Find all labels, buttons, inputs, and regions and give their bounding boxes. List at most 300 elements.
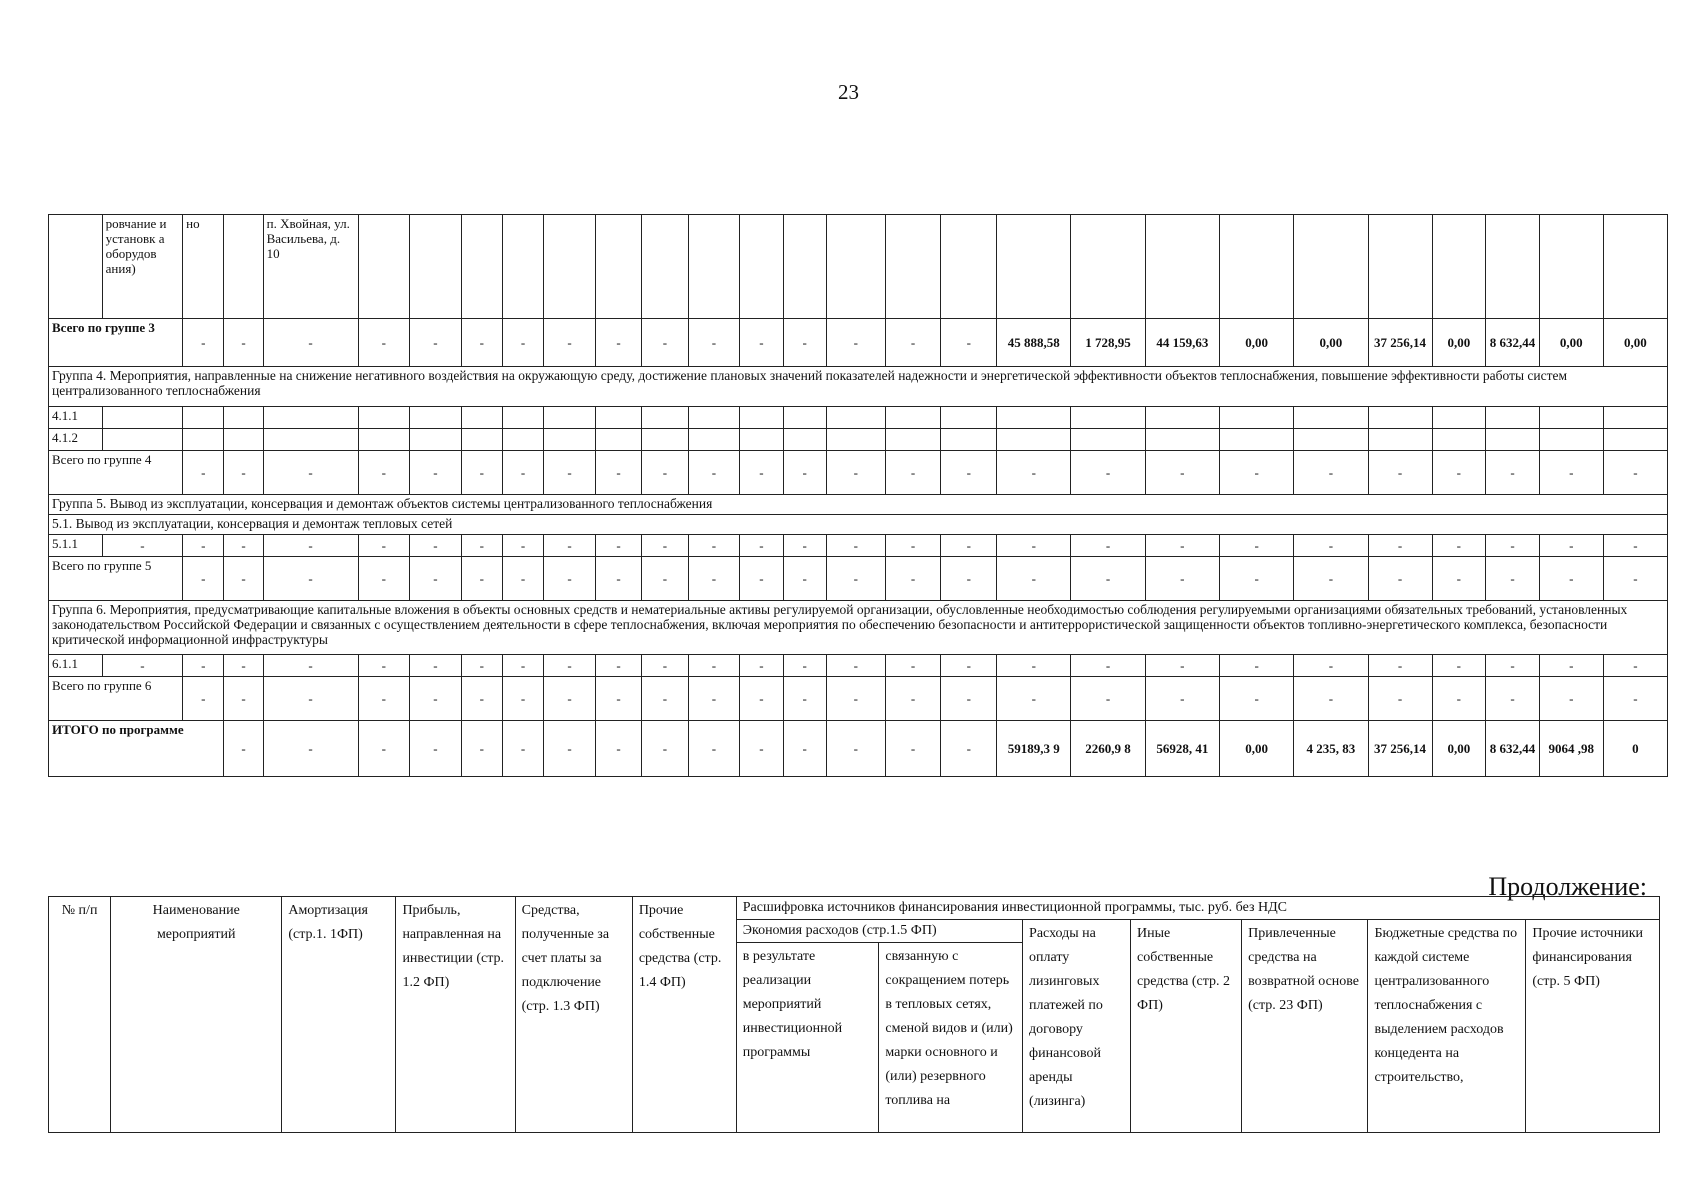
table-cell: - — [595, 721, 641, 777]
group5-title: Группа 5. Вывод из эксплуатации, консервация и демонтаж объектов системы централизованного теплоснабжения — [49, 495, 1668, 515]
table-row-group4-total — [49, 451, 1668, 495]
table-cell: - — [358, 721, 410, 777]
table-cell: - — [642, 319, 688, 367]
table-cell: - — [1603, 451, 1667, 495]
table-cell: - — [1294, 655, 1368, 677]
table-cell: - — [1368, 535, 1432, 557]
value-cell: 59189,3 9 — [997, 721, 1071, 777]
table-cell: - — [183, 557, 224, 601]
table-cell: - — [783, 451, 826, 495]
table-cell: - — [642, 451, 688, 495]
page-number: 23 — [838, 80, 859, 104]
table-cell: - — [410, 655, 462, 677]
table-cell: - — [1219, 677, 1293, 721]
table-cell: - — [502, 535, 543, 557]
cell: но — [183, 215, 224, 319]
value-cell: 44 159,63 — [1145, 319, 1219, 367]
table-cell: - — [688, 677, 740, 721]
table-cell: - — [1294, 535, 1368, 557]
table-cell: - — [1368, 557, 1432, 601]
cell-address: п. Хвойная, ул. Васильева, д. 10 — [263, 215, 358, 319]
value-cell: 45 888,58 — [997, 319, 1071, 367]
table-cell: - — [1432, 535, 1486, 557]
row-label: Всего по группе 3 — [49, 319, 183, 367]
value-cell: 2260,9 8 — [1071, 721, 1145, 777]
table-cell: - — [502, 677, 543, 721]
table-cell: - — [740, 721, 783, 777]
table-cell: - — [941, 451, 997, 495]
table-cell: - — [263, 451, 358, 495]
table-cell — [544, 215, 596, 319]
table-cell — [263, 407, 358, 429]
table-cell — [642, 429, 688, 451]
table-cell — [410, 429, 462, 451]
table-row-group6-total — [49, 677, 1668, 721]
table-cell — [224, 429, 263, 451]
table-cell — [224, 215, 263, 319]
table-cell: - — [461, 721, 502, 777]
header-other-sources: Прочие источники финансирования (стр. 5 ФП) — [1526, 920, 1660, 1133]
table-cell: - — [1071, 451, 1145, 495]
table-cell: - — [688, 535, 740, 557]
table-cell: - — [502, 557, 543, 601]
row-label: Всего по группе 4 — [49, 451, 183, 495]
table-cell: - — [410, 557, 462, 601]
table-cell: - — [263, 677, 358, 721]
table-cell — [688, 215, 740, 319]
table-cell: - — [826, 721, 885, 777]
table-cell: - — [688, 721, 740, 777]
table-row-group5-total — [49, 557, 1668, 601]
table-row — [49, 655, 1668, 677]
table-cell: - — [1486, 451, 1540, 495]
table-cell: - — [885, 451, 941, 495]
table-cell: - — [410, 535, 462, 557]
table-cell — [1486, 407, 1540, 429]
value-cell: 4 235, 83 — [1294, 721, 1368, 777]
row-label: ИТОГО по программе — [49, 721, 224, 777]
table-cell: - — [1486, 557, 1540, 601]
table-cell: - — [1294, 677, 1368, 721]
row-number: 5.1.1 — [49, 535, 103, 557]
investment-table — [48, 214, 1668, 777]
table-cell: - — [642, 535, 688, 557]
table-cell: - — [997, 451, 1071, 495]
table-cell — [885, 407, 941, 429]
table-cell: - — [544, 677, 596, 721]
table-cell: - — [544, 451, 596, 495]
table-cell — [1368, 407, 1432, 429]
value-cell: 8 632,44 — [1486, 319, 1540, 367]
group-subtitle-row — [49, 515, 1668, 535]
table-cell: - — [941, 319, 997, 367]
table-cell: - — [1432, 557, 1486, 601]
table-row — [49, 407, 1668, 429]
table-cell — [783, 215, 826, 319]
table-cell: - — [885, 721, 941, 777]
table-cell: - — [183, 451, 224, 495]
header-economy-losses: связанную с сокращением потерь в тепловых сетях, сменой видов и (или) марки основного и (или) резервного топлива на — [879, 943, 1023, 1133]
table-cell — [502, 429, 543, 451]
table-cell: - — [826, 535, 885, 557]
table-cell: - — [263, 721, 358, 777]
table-cell — [783, 407, 826, 429]
table-cell: - — [941, 721, 997, 777]
table-cell: - — [263, 557, 358, 601]
value-cell: 0,00 — [1219, 721, 1293, 777]
table-cell — [358, 407, 410, 429]
table-cell: - — [1145, 451, 1219, 495]
header-profit: Прибыль, направленная на инвестиции (стр. 1.2 ФП) — [396, 897, 515, 1133]
table-cell: - — [826, 557, 885, 601]
value-cell: 0 — [1603, 721, 1667, 777]
table-cell — [1539, 429, 1603, 451]
table-cell: - — [1539, 655, 1603, 677]
table-cell — [461, 215, 502, 319]
table-cell: - — [1539, 677, 1603, 721]
table-cell — [595, 407, 641, 429]
table-cell — [1603, 407, 1667, 429]
table-cell: - — [544, 319, 596, 367]
table-cell — [826, 215, 885, 319]
table-cell: - — [224, 557, 263, 601]
table-cell: - — [1145, 677, 1219, 721]
table-cell — [502, 215, 543, 319]
table-cell: - — [595, 535, 641, 557]
table-cell: - — [595, 655, 641, 677]
table-cell: - — [461, 535, 502, 557]
table-cell — [1368, 429, 1432, 451]
table-cell — [183, 429, 224, 451]
table-cell: - — [885, 535, 941, 557]
table-cell — [688, 407, 740, 429]
table-cell: - — [740, 451, 783, 495]
header-economy-result: в результате реализации мероприятий инвестиционной программы — [736, 943, 879, 1133]
table-cell: - — [410, 721, 462, 777]
table-row-group3-total — [49, 319, 1668, 367]
table-cell — [826, 429, 885, 451]
table-cell — [1071, 429, 1145, 451]
table-cell: - — [740, 535, 783, 557]
row-label: Всего по группе 6 — [49, 677, 183, 721]
table-cell: - — [358, 655, 410, 677]
table-cell: - — [688, 557, 740, 601]
row-number: 6.1.1 — [49, 655, 103, 677]
table-cell: - — [224, 451, 263, 495]
table-cell: - — [1071, 557, 1145, 601]
table-cell — [642, 407, 688, 429]
table-cell — [49, 215, 103, 319]
table-cell: - — [1486, 677, 1540, 721]
table-cell: - — [642, 557, 688, 601]
table-cell: - — [642, 655, 688, 677]
table-cell — [997, 407, 1071, 429]
table-cell: - — [1071, 535, 1145, 557]
value-cell: 37 256,14 — [1368, 721, 1432, 777]
table-row — [49, 535, 1668, 557]
table-cell — [1145, 407, 1219, 429]
table-cell: - — [941, 655, 997, 677]
table-cell — [224, 407, 263, 429]
header-own-funds: Прочие собственные средства (стр. 1.4 ФП) — [632, 897, 736, 1133]
table-cell: - — [102, 535, 182, 557]
table-cell: - — [263, 655, 358, 677]
table-cell — [1294, 429, 1368, 451]
table-cell — [1432, 407, 1486, 429]
table-cell: - — [740, 557, 783, 601]
table-cell — [1432, 429, 1486, 451]
table-cell: - — [358, 319, 410, 367]
table-cell: - — [783, 319, 826, 367]
table-cell: - — [1219, 535, 1293, 557]
table-cell: - — [358, 557, 410, 601]
table-cell — [1219, 215, 1293, 319]
table-cell: - — [502, 319, 543, 367]
table-cell — [688, 429, 740, 451]
table-cell: - — [358, 535, 410, 557]
table-cell: - — [1294, 557, 1368, 601]
table-cell — [885, 215, 941, 319]
table-cell: - — [224, 535, 263, 557]
table-cell — [1432, 215, 1486, 319]
table-cell — [595, 215, 641, 319]
table-cell — [1071, 407, 1145, 429]
table-cell: - — [502, 655, 543, 677]
table-cell: - — [102, 655, 182, 677]
table-cell: - — [740, 655, 783, 677]
table-cell: - — [826, 319, 885, 367]
table-cell — [740, 429, 783, 451]
group-title-row — [49, 495, 1668, 515]
table-cell — [183, 407, 224, 429]
table-cell: - — [461, 677, 502, 721]
table-cell — [1145, 215, 1219, 319]
table-cell: - — [997, 535, 1071, 557]
table-cell: - — [1219, 655, 1293, 677]
table-cell: - — [783, 721, 826, 777]
table-cell — [1539, 215, 1603, 319]
header-amortization: Амортизация (стр.1. 1ФП) — [282, 897, 396, 1133]
table-cell: - — [263, 319, 358, 367]
table-cell — [941, 429, 997, 451]
table-cell: - — [1294, 451, 1368, 495]
table-cell: - — [183, 319, 224, 367]
table-cell: - — [740, 677, 783, 721]
table-cell: - — [783, 535, 826, 557]
table-cell: - — [461, 451, 502, 495]
table-cell: - — [1145, 655, 1219, 677]
table-cell — [1603, 215, 1667, 319]
table-cell — [544, 429, 596, 451]
table-cell: - — [885, 319, 941, 367]
table-cell: - — [885, 655, 941, 677]
table-cell: - — [263, 535, 358, 557]
table-cell: - — [1145, 535, 1219, 557]
table-cell: - — [183, 655, 224, 677]
table-cell — [997, 429, 1071, 451]
table-cell — [997, 215, 1071, 319]
table-cell: - — [461, 557, 502, 601]
table-cell — [1071, 215, 1145, 319]
table-cell: - — [1071, 677, 1145, 721]
table-cell: - — [544, 535, 596, 557]
table-cell: - — [885, 677, 941, 721]
table-cell — [740, 215, 783, 319]
table-cell — [595, 429, 641, 451]
table-cell — [358, 215, 410, 319]
table-cell — [1219, 429, 1293, 451]
table-cell: - — [410, 677, 462, 721]
table-cell: - — [1145, 557, 1219, 601]
table-cell: - — [502, 721, 543, 777]
header-other-own: Иные собственные средства (стр. 2 ФП) — [1131, 920, 1242, 1133]
header-connection-fee: Средства, полученные за счет платы за подключение (стр. 1.3 ФП) — [515, 897, 632, 1133]
cell-event-name: ровчание и установк а оборудов ания) — [102, 215, 182, 319]
table-cell — [102, 429, 182, 451]
table-cell: - — [410, 319, 462, 367]
table-cell — [1294, 407, 1368, 429]
table-cell — [1145, 429, 1219, 451]
table-cell — [885, 429, 941, 451]
value-cell: 56928, 41 — [1145, 721, 1219, 777]
table-cell — [1486, 429, 1540, 451]
table-cell — [502, 407, 543, 429]
table-cell — [1219, 407, 1293, 429]
header-budget: Бюджетные средства по каждой системе централизованного теплоснабжения с выделением расходов концедента на строительство, — [1368, 920, 1526, 1133]
table-cell: - — [997, 677, 1071, 721]
table-cell: - — [1603, 677, 1667, 721]
table-cell: - — [224, 721, 263, 777]
group-title-row — [49, 601, 1668, 655]
table-cell: - — [595, 319, 641, 367]
header-economy: Экономия расходов (стр.1.5 ФП) — [736, 920, 1022, 943]
header-decoding: Расшифровка источников финансирования инвестиционной программы, тыс. руб. без НДС — [736, 897, 1659, 920]
table-cell: - — [688, 451, 740, 495]
table-cell: - — [885, 557, 941, 601]
table-cell: - — [642, 677, 688, 721]
table-cell: - — [783, 655, 826, 677]
value-cell: 0,00 — [1432, 721, 1486, 777]
table-cell: - — [358, 677, 410, 721]
table-cell — [826, 407, 885, 429]
value-cell: 0,00 — [1219, 319, 1293, 367]
table-cell: - — [224, 677, 263, 721]
table-cell — [1368, 215, 1432, 319]
table-cell — [740, 407, 783, 429]
table-cell — [941, 407, 997, 429]
header-returnable: Привлеченные средства на возвратной основе (стр. 23 ФП) — [1242, 920, 1368, 1133]
table-cell: - — [1486, 535, 1540, 557]
table-cell: - — [1219, 451, 1293, 495]
group6-title: Группа 6. Мероприятия, предусматривающие капитальные вложения в объекты основных средств и нематериальные активы регулируемой организации, обусловленные необходимостью соблюдения регулируемыми организациями обязательных требований, установленных законодательством Российской Федерации и связанных с осуществлением деятельности в сфере теплоснабжения, включая мероприятия по обеспечению безопасности и антитеррористической защищенности объектов топливно-энергетического комплекса, безопасности критической информационной инфраструктуры — [49, 601, 1668, 655]
group4-title: Группа 4. Мероприятия, направленные на снижение негативного воздействия на окружающую среду, достижение плановых значений показателей надежности и энергетической эффективности объектов теплоснабжения, повышение эффективности работы систем централизованного теплоснабжения — [49, 367, 1668, 407]
table-cell: - — [826, 677, 885, 721]
table-cell: - — [941, 677, 997, 721]
table-row — [49, 215, 1668, 319]
value-cell: 37 256,14 — [1368, 319, 1432, 367]
value-cell: 0,00 — [1432, 319, 1486, 367]
table-cell: - — [642, 721, 688, 777]
table-cell: - — [183, 535, 224, 557]
table-cell — [263, 429, 358, 451]
table-cell: - — [1603, 535, 1667, 557]
table-row-grand-total — [49, 721, 1668, 777]
row-number: 4.1.2 — [49, 429, 103, 451]
table-cell — [544, 407, 596, 429]
group-title-row — [49, 367, 1668, 407]
table-cell: - — [1368, 451, 1432, 495]
table-cell: - — [997, 655, 1071, 677]
table-cell: - — [595, 451, 641, 495]
table-cell: - — [783, 677, 826, 721]
header-leasing: Расходы на оплату лизинговых платежей по договору финансовой аренды (лизинга) — [1023, 920, 1131, 1133]
table-cell: - — [358, 451, 410, 495]
value-cell: 0,00 — [1603, 319, 1667, 367]
value-cell: 8 632,44 — [1486, 721, 1540, 777]
table-cell: - — [1539, 557, 1603, 601]
table-cell: - — [1071, 655, 1145, 677]
table-cell: - — [783, 557, 826, 601]
table-cell — [410, 215, 462, 319]
table-cell — [941, 215, 997, 319]
table-cell: - — [1368, 677, 1432, 721]
table-cell: - — [410, 451, 462, 495]
table-cell: - — [688, 655, 740, 677]
header-name: Наименование мероприятий — [111, 897, 282, 1133]
table-cell — [1486, 215, 1540, 319]
table-cell: - — [1432, 677, 1486, 721]
table-cell: - — [595, 557, 641, 601]
table-cell: - — [1603, 557, 1667, 601]
table-cell: - — [224, 655, 263, 677]
table-cell: - — [941, 535, 997, 557]
table-cell: - — [1539, 535, 1603, 557]
table-cell — [783, 429, 826, 451]
table-cell: - — [595, 677, 641, 721]
table-cell: - — [1603, 655, 1667, 677]
table-cell — [410, 407, 462, 429]
table-row — [49, 429, 1668, 451]
table-cell: - — [461, 319, 502, 367]
table-cell — [1603, 429, 1667, 451]
table-cell: - — [224, 319, 263, 367]
table-cell: - — [544, 721, 596, 777]
table-cell — [358, 429, 410, 451]
table-cell — [461, 407, 502, 429]
table-cell: - — [826, 451, 885, 495]
table-cell: - — [1219, 557, 1293, 601]
table-cell: - — [544, 655, 596, 677]
table-cell: - — [544, 557, 596, 601]
value-cell: 9064 ,98 — [1539, 721, 1603, 777]
table-cell — [1539, 407, 1603, 429]
row-number: 4.1.1 — [49, 407, 103, 429]
value-cell: 1 728,95 — [1071, 319, 1145, 367]
table-cell — [461, 429, 502, 451]
table-cell: - — [941, 557, 997, 601]
group5-subtitle: 5.1. Вывод из эксплуатации, консервация и демонтаж тепловых сетей — [49, 515, 1668, 535]
table-cell: - — [1539, 451, 1603, 495]
table-cell: - — [688, 319, 740, 367]
table-cell: - — [461, 655, 502, 677]
table-cell — [102, 407, 182, 429]
table-cell: - — [183, 677, 224, 721]
table-cell: - — [1432, 655, 1486, 677]
row-label: Всего по группе 5 — [49, 557, 183, 601]
table-cell — [642, 215, 688, 319]
continuation-label: Продолжение: — [1488, 872, 1647, 901]
table-cell: - — [1368, 655, 1432, 677]
